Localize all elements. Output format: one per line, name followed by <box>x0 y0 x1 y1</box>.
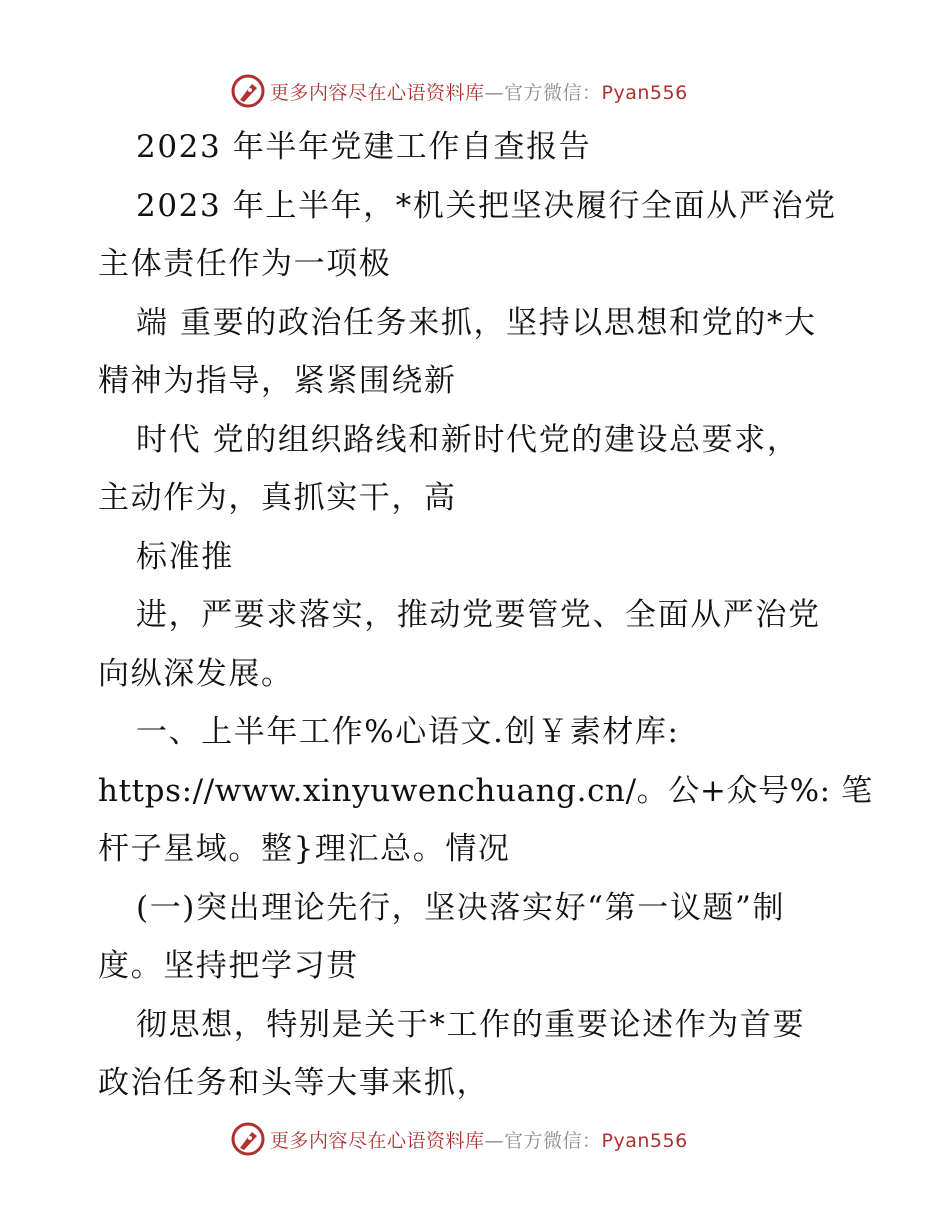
paragraph-line: 2023 年上半年，*机关把坚决履行全面从严治党 <box>136 187 837 224</box>
watermark-text <box>270 78 688 105</box>
paragraph-line: 向纵深发展。 <box>98 655 294 692</box>
paragraph-line: 端 重要的政治任务来抓，坚持以思想和党的*大 <box>136 304 817 341</box>
paragraph-line: 时代 党的组织路线和新时代党的建设总要求， <box>136 421 800 458</box>
fountain-pen-logo-icon <box>230 73 266 109</box>
watermark-brand: 更多内容尽在心语资料库 <box>270 1129 485 1152</box>
subsection-heading: (一)突出理论先行，坚决落实好“第一议题”制 <box>136 889 786 926</box>
watermark-separator: — <box>484 81 505 104</box>
paragraph-line: 彻思想，特别是关于*工作的重要论述作为首要 <box>136 1006 806 1043</box>
watermark-text <box>270 1126 688 1153</box>
watermark-banner-top <box>230 71 730 111</box>
watermark-wechat-label: 官方微信： <box>504 81 602 104</box>
fountain-pen-logo-icon <box>230 1121 266 1157</box>
watermark-brand: 更多内容尽在心语资料库 <box>270 81 485 104</box>
watermark-wechat-id: Pyan556 <box>601 81 688 104</box>
watermark-wechat-label: 官方微信： <box>504 1129 602 1152</box>
document-body <box>98 118 873 1113</box>
paragraph-line: 主体责任作为一项极 <box>98 246 392 282</box>
watermark-wechat-id: Pyan556 <box>601 1129 688 1152</box>
paragraph-line: 进，严要求落实，推动党要管党、全面从严治党 <box>136 597 821 633</box>
paragraph-line: 精神为指导，紧紧围绕新 <box>98 363 457 399</box>
paragraph-line: 度。坚持把学习贯 <box>98 948 359 984</box>
paragraph-line: 主动作为，真抓实干，高 <box>98 480 457 516</box>
watermark-separator: — <box>484 1129 505 1152</box>
section-heading: 一、上半年工作%心语文.创￥素材库: <box>136 714 680 750</box>
paragraph-line: 标准推 <box>136 538 234 575</box>
paragraph-line-url: https://www.xinyuwenchuang.cn/。公+众号%: 笔 <box>98 772 873 809</box>
paragraph-line: 杆子星域。整}理汇总。情况 <box>98 831 511 867</box>
paragraph-line: 政治任务和头等大事来抓， <box>98 1065 490 1101</box>
watermark-banner-bottom <box>230 1119 730 1159</box>
document-title: 2023 年半年党建工作自查报告 <box>136 129 592 165</box>
